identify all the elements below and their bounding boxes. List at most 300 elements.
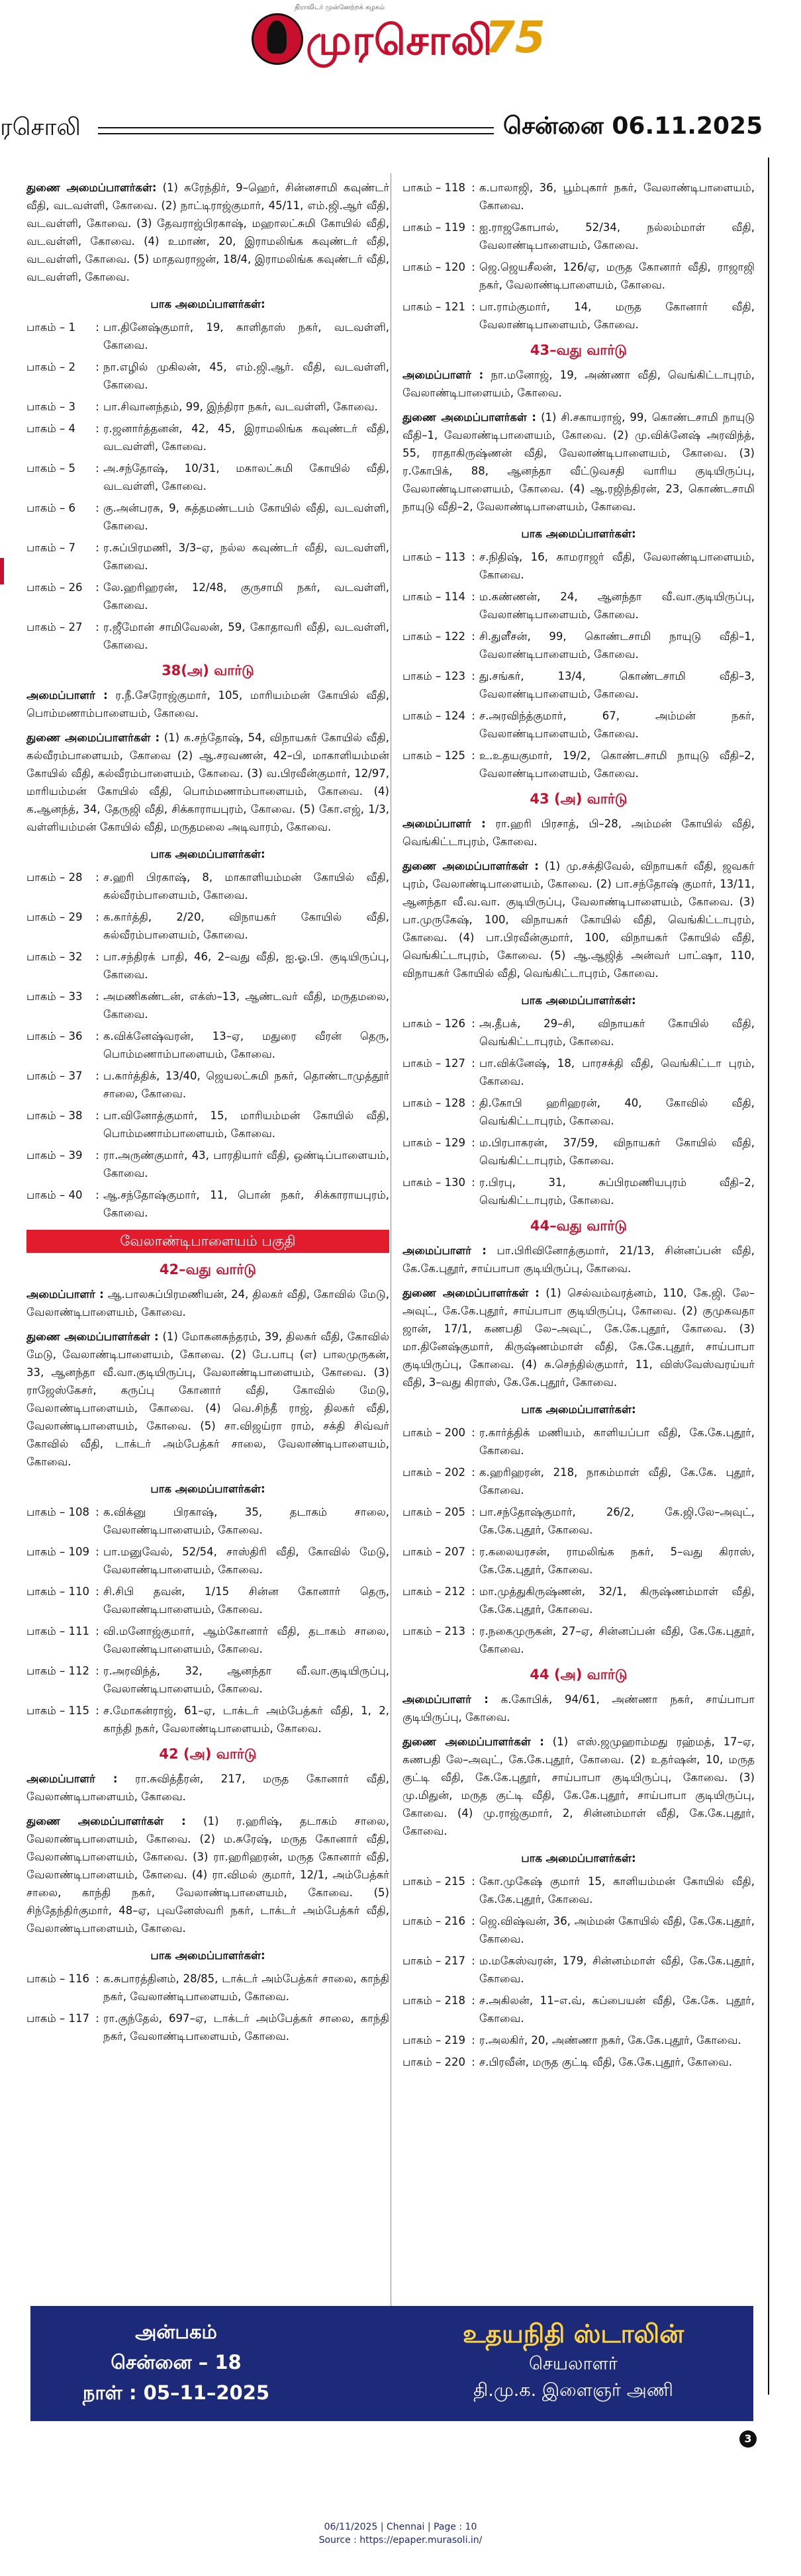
ad-signatory-role: செயலாளர் (528, 2354, 618, 2374)
deputies-text: (1) மு.சக்திவேல், விநாயகர் வீதி, ஜவகர் புரம், வேலாண்டிபாளையம், கோவை. (2) பா.சந்தோஷ் குமார், 13/11, ஆனந்தா வீ.வ.வா. குடியிருப்பு, வேலாண்டிபாளையம், கோவை. (3) பா.முருகேஷ், 100, விநாயகர் கோயில் வீதி, வெங்கிட்டாபுரம், கோவை. (4) பா.பிரவீன்குமார், 100, விநாயகர் கோயில் வீதி, வெங்கிட்டாபுரம், கோவை. (5) ஆ.ஆஜித் அன்வர் பாட்ஷா, 110, விநாயகர் கோயில் வீதி, வெங்கிட்டாபுரம், கோவை. (402, 860, 755, 980)
deputies-label: துணை அமைப்பாளர்கள் : (402, 860, 539, 872)
booth-separator: : (471, 1466, 475, 1479)
booth-row (402, 1463, 755, 1499)
booth-label: பாகம் – 36 (26, 1030, 83, 1042)
booth-separator: : (95, 1972, 99, 1985)
organizer-text: நா.மனோஜ், 19, அண்ணா வீதி, வெங்கிட்டாபுரம், வேலாண்டிபாளையம், கோவை. (402, 369, 755, 399)
organizer-text: பா.பிரிவினோத்குமார், 21/13, சின்னப்பன் வீதி, கே.கே.புதூர், சாய்பாபா குடியிருப்பு, கோவை. (402, 1244, 755, 1275)
booth-separator: : (95, 2012, 99, 2025)
booth-heading: பாக அமைப்பாளர்கள்: (150, 1949, 265, 1962)
booth-separator: : (471, 1057, 475, 1070)
booth-row (402, 1054, 755, 1090)
side-marker (0, 558, 4, 584)
booth-label: பாகம் – 215 (402, 1875, 465, 1888)
booth-label: பாகம் – 113 (402, 551, 465, 563)
booth-separator: : (95, 422, 99, 435)
footer-source (0, 2534, 801, 2547)
ward-heading: 44 (அ) வார்டு (530, 1667, 628, 1682)
booth-value: நா.எழில் முகிலன், 45, எம்.ஜி.ஆர். வீதி, வடவள்ளி, கோவை. (103, 361, 389, 391)
booth-label: பாகம் – 2 (26, 361, 75, 373)
booth-value: பா.தினேஷ்குமார், 19, காளிதாஸ் நகர், வடவள்ளி, கோவை. (103, 321, 389, 351)
booth-label: பாகம் – 128 (402, 1097, 465, 1109)
booth-row (402, 1543, 755, 1579)
booth-row (402, 179, 755, 214)
booth-heading: பாக அமைப்பாளர்கள்: (521, 528, 636, 540)
rising-sun-emblem-icon (252, 13, 303, 65)
ward-organizer (402, 1690, 755, 1726)
booth-label: பாகம் – 116 (26, 1972, 89, 1985)
booth-label: பாகம் – 40 (26, 1189, 83, 1201)
booth-row (402, 627, 755, 663)
booth-row (402, 667, 755, 703)
footer-source-label: Source : (318, 2535, 360, 2546)
booth-value: ப.கார்த்திக், 13/40, ஜெயலட்சுமி நகர், தொண்டாமுத்தூர் சாலை, கோவை. (103, 1070, 389, 1100)
booth-heading: பாக அமைப்பாளர்கள்: (521, 1852, 636, 1864)
booth-list (402, 179, 755, 334)
booth-row (402, 588, 755, 623)
booth-value: அமணிகண்டன், எக்ஸ்–13, ஆண்டவர் வீதி, மருதமலை, கோவை. (103, 990, 389, 1021)
booth-label: பாகம் – 118 (402, 181, 465, 194)
left-column (26, 179, 389, 2049)
booth-label: பாகம் – 38 (26, 1109, 83, 1122)
deputies-text: (1) ர.ஹரிஷ், தடாகம் சாலை, வேலாண்டிபாளையம், கோவை. (2) ம.சுரேஷ், மருத கோனார் வீதி, வேலாண்டிபாளையம், கோவை. (3) ரா.ஹரிஹரன், மருத கோனார் வீதி, வேலாண்டிபாளையம், கோவை. (4) ரா.விமல் குமார், 12/1, அம்பேத்கர் சாலை, காந்தி நகர், வேலாண்டிபாளையம், கோவை. (5) சிந்தேந்திர்குமார், 48–ஏ, புவனேஸ்வரி நகர், டாக்டர் அம்பேத்கர் வீதி, வேலாண்டிபாளையம், கோவை. (26, 1815, 389, 1935)
booth-row (26, 1702, 389, 1737)
booth-list (26, 1970, 389, 2045)
organizer-label: அமைப்பாளர் : (402, 1244, 487, 1257)
booth-value: க.சுபாரத்தினம், 28/85, டாக்டர் அம்பேத்கர் சாலை, காந்தி நகர், வேலாண்டிபாளையம், கோவை. (103, 1972, 389, 2003)
page-footer (0, 2520, 801, 2547)
booth-separator: : (95, 1704, 99, 1717)
booth-row (402, 1622, 755, 1658)
booth-value: மா.முத்துகிருஷ்ணன், 32/1, கிருஷ்ணம்மாள் வீதி, கே.கே.புதூர், கோவை. (479, 1585, 755, 1616)
booth-value: ர.ஜனார்த்தனன், 42, 45, இராமலிங்க கவுண்டர் வீதி, வடவள்ளி, கோவை. (103, 422, 389, 453)
booth-value: ச.பிரவீன், மருத குட்டி வீதி, கே.கே.புதூர், கோவை. (479, 2056, 733, 2068)
booth-separator: : (95, 911, 99, 923)
ward-organizer (402, 366, 755, 402)
booth-row (402, 218, 755, 254)
booth-list (26, 1503, 389, 1737)
booth-value: பா.சந்திரக் பாதி, 46, 2–வது வீதி, ஐ.ஓ.பி. குடியிருப்பு, கோவை. (103, 950, 389, 981)
deputies-text: (1) க.சந்தோஷ், 54, விநாயகர் கோயில் வீதி, கல்வீரம்பாளையம், கோவை (2) ஆ.சரவணன், 42–பி, மாகாளியம்மன் கோயில் வீதி, கல்வீரம்பாளையம், கோவை. (3) வ.பிரவீன்குமார், 12/97, மாரியம்மன் கோயில் வீதி, பொம்மணாம்பாளையம், கோவை. (4) க.ஆனந்த், 34, தேருஜி வீதி, சிக்காராயபுரம், கோவை. (5) கோ.எஜ், 1/3, வள்ளியம்மன் கோயில் வீதி, மருதமலை அடிவாரம், கோவை. (26, 731, 389, 833)
booth-value: சி.துளீசன், 99, கொண்டசாமி நாயுடு வீதி–1, வேலாண்டிபாளையம், கோவை. (479, 630, 755, 661)
booth-row (402, 1134, 755, 1170)
booth-separator: : (95, 1506, 99, 1518)
booth-separator: : (95, 621, 99, 633)
booth-separator: : (95, 1030, 99, 1042)
booth-row (26, 1186, 389, 1222)
booth-label: பாகம் – 117 (26, 2012, 89, 2025)
booth-separator: : (471, 1176, 475, 1189)
booth-value: ஆ.சந்தோஷ்குமார், 11, பொன் நகர், சிக்காராயபுரம், கோவை. (103, 1189, 389, 1219)
booth-value: பா.ராம்குமார், 14, மருத கோனார் வீதி, வேலாண்டிபாளையம், கோவை. (479, 300, 755, 331)
booth-label: பாகம் – 32 (26, 950, 83, 963)
masthead (0, 0, 801, 74)
ad-signatory-name: உதயநிதி ஸ்டாலின் (462, 2319, 684, 2348)
booth-value: ச.மோகன்ராஜ், 61–ஏ, டாக்டர் அம்பேத்கர் வீதி, 1, 2, காந்தி நகர், வேலாண்டிபாளையம், கோவை. (103, 1704, 389, 1735)
booth-row (402, 1424, 755, 1459)
booth-separator: : (95, 1109, 99, 1122)
booth-value: ஐ.ராஜகோபால், 52/34, நல்லம்மாள் வீதி, வேலாண்டிபாளையம், கோவை. (479, 221, 755, 252)
booth-separator: : (95, 581, 99, 594)
deputies-text: (1) சி.சகாயராஜ், 99, கொண்டசாமி நாயுடு வீதி–1, வேலாண்டிபாளையம், கோவை. (2) மு.விக்னேஷ் அரவிந்த், 55, ராதாகிருஷ்ணன் வீதி, வேலாண்டிபாளையம், கோவை. (3) ர.கோபிக், 88, ஆனந்தா வீட்டுவசதி வாரிய குடியிருப்பு, வேலாண்டிபாளையம், கோவை. (4) ஆ.ரஜிந்திரன், 23, கொண்டசாமி நாயுடு வீதி–2, வேலாண்டிபாளையம், கோவை. (402, 411, 755, 513)
page-number-badge: 3 (739, 2430, 757, 2448)
footer-source-link[interactable]: https://epaper.murasoli.in/ (359, 2535, 483, 2546)
intro-paragraph (26, 179, 389, 286)
booth-value: பா.விக்னேஷ், 18, பாரசக்தி வீதி, வெங்கிட்டா புரம், கோவை. (479, 1057, 755, 1087)
booth-value: அ.சந்தோஷ், 10/31, மகாலட்சுமி கோயில் வீதி, வடவள்ளி, கோவை. (103, 462, 389, 492)
booth-label: பாகம் – 7 (26, 541, 75, 554)
ward-organizer (402, 815, 755, 851)
anniversary-badge: 75 (485, 12, 545, 63)
intro-text: (1) சுரேந்திர், 9–ஹெர், சின்னசாமி கவுண்டர் வீதி, வடவள்ளி, கோவை. (2) நாட்டிராஜ்குமார், 45/11, எம்.ஜி.ஆர் வீதி, வடவள்ளி, கோவை. (3) தேவராஜ்பிரகாஷ், மஹாலட்சுமி கோயில் வீதி, வடவள்ளி, கோவை. (4) உமாண், 20, இராமலிங்க கவுண்டர் வீதி, வடவள்ளி, கோவை. (5) மாதவராஜன், 18/4, இராமலிங்க கவுண்டர் வீதி, வடவள்ளி, கோவை. (26, 181, 389, 283)
booth-separator: : (471, 1955, 475, 1967)
booth-label: பாகம் – 111 (26, 1625, 89, 1637)
booth-label: பாகம் – 28 (26, 871, 83, 884)
organizer-label: அமைப்பாளர் : (402, 369, 484, 381)
booth-separator: : (471, 261, 475, 273)
booth-label: பாகம் – 121 (402, 300, 465, 313)
booth-separator: : (471, 2056, 475, 2068)
ward-heading: 43–வது வார்டு (530, 342, 628, 358)
ward-deputies (402, 1733, 755, 1840)
booth-row (26, 398, 389, 416)
booth-row (402, 1015, 755, 1050)
booth-label: பாகம் – 202 (402, 1466, 465, 1479)
booth-value: சி.சிபி தவன், 1/15 சின்ன கோனார் தெரு, வேலாண்டிபாளையம், கோவை. (103, 1585, 389, 1616)
booth-row (26, 868, 389, 904)
booth-separator: : (471, 670, 475, 682)
booth-row (26, 1583, 389, 1618)
booth-row (26, 499, 389, 535)
booth-separator: : (95, 361, 99, 373)
booth-row (402, 298, 755, 334)
booth-row (26, 2009, 389, 2045)
booth-label: பாகம் – 126 (402, 1017, 465, 1030)
organizer-text: ரா.ஹரி பிரசாத், பி–28, அம்மன் கோயில் வீதி, வெங்கிட்டாபுரம், கோவை. (402, 817, 755, 848)
booth-label: பாகம் – 200 (402, 1426, 465, 1439)
deputies-label: துணை அமைப்பாளர்கள் : (402, 1735, 544, 1748)
ad-date: நாள் : 05–11–2025 (82, 2381, 270, 2404)
booth-value: ர.அலகிர், 20, அண்ணா நகர், கே.கே.புதூர், கோவை. (479, 2034, 741, 2047)
signature-ad-box (30, 2306, 753, 2421)
booth-value: ச.அரவிந்த்குமார், 67, அம்மன் நகர், வேலாண்டிபாளையம், கோவை. (479, 710, 755, 740)
booth-separator: : (471, 1506, 475, 1518)
ward-heading: 43 (அ) வார்டு (530, 791, 628, 807)
booth-separator: : (471, 551, 475, 563)
header-title-left: ரசொலி (0, 114, 81, 141)
organizer-label: அமைப்பாளர் : (26, 1772, 118, 1785)
ad-signatory-block (401, 2317, 745, 2404)
booth-label: பாகம் – 216 (402, 1915, 465, 1927)
booth-row (26, 1543, 389, 1579)
booth-separator: : (471, 221, 475, 234)
booth-separator: : (471, 630, 475, 643)
booth-value: ர.அரவிந்த், 32, ஆனந்தா வீ.வா.குடியிருப்பு, வேலாண்டிபாளையம், கோவை. (103, 1665, 389, 1695)
booth-row (26, 539, 389, 575)
booth-separator: : (95, 950, 99, 963)
booth-row (26, 578, 389, 614)
booth-row (26, 1067, 389, 1103)
organizer-label: அமைப்பாளர் : (26, 1288, 104, 1301)
booth-label: பாகம் – 33 (26, 990, 83, 1003)
booth-row (402, 1094, 755, 1130)
deputies-label: துணை அமைப்பாளர்கள் : (26, 1330, 159, 1343)
booth-list (402, 548, 755, 782)
booth-separator: : (95, 1625, 99, 1637)
booth-row (26, 948, 389, 984)
booth-separator: : (95, 1545, 99, 1558)
ward-deputies (402, 1284, 755, 1391)
booth-separator: : (471, 749, 475, 762)
booth-value: ர.கார்த்திக் மணியம், காளியப்பா வீதி, கே.கே.புதூர், கோவை. (479, 1426, 755, 1457)
booth-label: பாகம் – 122 (402, 630, 465, 643)
booth-value: ர.பிரபு, 31, சுப்பிரமணியபுரம் வீதி–2, வெங்கிட்டாபுரம், கோவை. (479, 1176, 755, 1207)
booth-value: அ.தீபக், 29–சி, விநாயகர் கோயில் வீதி, வெங்கிட்டாபுரம், கோவை. (479, 1017, 755, 1048)
right-column (402, 179, 755, 2075)
booth-value: க.விக்னு பிரகாஷ், 35, தடாகம் சாலை, வேலாண்டிபாளையம், கோவை. (103, 1506, 389, 1536)
booth-label: பாகம் – 3 (26, 400, 75, 413)
booth-label: பாகம் – 217 (402, 1955, 465, 1967)
ward-deputies (402, 857, 755, 982)
booth-label: பாகம் – 125 (402, 749, 465, 762)
booth-separator: : (471, 1545, 475, 1558)
booth-row (402, 1583, 755, 1618)
booth-label: பாகம் – 37 (26, 1070, 83, 1082)
booth-row (402, 2053, 755, 2071)
booth-list (402, 1015, 755, 1209)
booth-value: தி.கோபி ஹரிஹரன், 40, கோவில் வீதி, வெங்கிட்டாபுரம், கோவை. (479, 1097, 755, 1127)
deputies-text: (1) மோகனசுந்தரம், 39, திலகர் வீதி, கோவில் மேடு, வேலாண்டிபாளையம், கோவை. (2) பே.பாபு (எ) பாலமுருகன், 33, ஆனந்தா வீ.வா.குடியிருப்பு, வேலாண்டிபாளையம், கோவை. (3) ராஜேஸ்கேசர், கருப்பு கோனார் வீதி, கோவில் மேடு, வேலாண்டிபாளையம், கோவை. (4) வெ.சிந்தீ ராஜ், திலகர் வீதி, வேலாண்டிபாளையம், கோவை. (5) சா.விஜய்ரா ராம், சக்தி சிவ்வர் கோவில் வீதி, டாக்டர் அம்பேத்கர் சாலை, வேலாண்டிபாளையம், கோவை. (26, 1330, 389, 1468)
ward-deputies (26, 1812, 389, 1937)
booth-row (402, 258, 755, 294)
logo-text: முரசொலி (306, 16, 493, 64)
booth-separator: : (95, 502, 99, 514)
booth-value: வி.மனோஜ்குமார், ஆம்கோனார் வீதி, தடாகம் சாலை, வேலாண்டிபாளையம், கோவை. (103, 1625, 389, 1655)
booth-list (26, 868, 389, 1222)
organizer-label: அமைப்பாளர் : (402, 1693, 489, 1706)
booth-value: ரா.குந்தேல், 697–ஏ, டாக்டர் அம்பேத்கர் சாலை, காந்தி நகர், வேலாண்டிபாளையம், கோவை. (103, 2012, 389, 2043)
booth-separator: : (95, 1149, 99, 1162)
booth-label: பாகம் – 124 (402, 710, 465, 722)
booth-separator: : (95, 990, 99, 1003)
deputies-text: (1) செல்வம்வரத்னம், 110, கே.ஜி. லே–அவுட், கே.கே.புதூர், சாய்பாபா குடியிருப்பு, கோவை. (2) குமுகவதா ஜான், 17/1, கணபதி லே–அவுட், கே.கே.புதூர், கோவை. (3) மா.தினேஷ்குமார், கிருஷ்ணம்மாள் வீதி, கே.கே.புதூர், சாய்பாபா குடியிருப்பு, கோவை. (4) சு.செந்தில்குமார், 11, விஸ்வேஸ்வரய்யர் வீதி, 3–வது கிராஸ், கே.கே.புதூர், கோவை. (402, 1287, 755, 1389)
organizer-text: க.கோபிக், 94/61, அண்ணா நகர், சாய்பாபா குடியிருப்பு, கோவை. (402, 1693, 755, 1724)
booth-separator: : (95, 400, 99, 413)
booth-separator: : (471, 300, 475, 313)
booth-separator: : (471, 1426, 475, 1439)
booth-label: பாகம் – 219 (402, 2034, 465, 2047)
booth-label: பாகம் – 114 (402, 590, 465, 603)
deputies-label: துணை அமைப்பாளர்கள் : (26, 731, 160, 744)
booth-value: உ.உதயகுமார், 19/2, கொண்டசாமி நாயுடு வீதி–2, வேலாண்டிபாளையம், கோவை. (479, 749, 755, 780)
ad-place: அன்பகம் (135, 2321, 217, 2343)
booth-separator: : (471, 181, 475, 194)
booth-row (26, 1970, 389, 2005)
booth-value: கோ.முகேஷ் குமார் 15, காளியம்மன் கோயில் வீதி, கே.கே.புதூர், கோவை. (479, 1875, 755, 1906)
booth-separator: : (95, 541, 99, 554)
booth-row (26, 1622, 389, 1658)
booth-label: பாகம் – 119 (402, 221, 465, 234)
booth-heading: பாக அமைப்பாளர்கள்: (150, 298, 265, 310)
booth-value: ம.பிரபாகரன், 37/59, விநாயகர் கோயில் வீதி, வெங்கிட்டாபுரம், கோவை. (479, 1136, 755, 1167)
booth-value: ஜெ.விஷ்வன், 36, அம்மன் கோயில் வீதி, கே.கே.புதூர், கோவை. (479, 1915, 755, 1945)
booth-separator: : (471, 1097, 475, 1109)
booth-value: க.பாலாஜி, 36, பூம்புகார் நகர், வேலாண்டிபாளையம், கோவை. (479, 181, 755, 212)
deputies-text: (1) எஸ்.ஜமுஹாம்மது ரஹ்மத், 17–ஏ, கணபதி லே–அவுட், கே.கே.புதூர், கோவை. (2) உதர்ஷன், 10, மருத குட்டி வீதி, கே.கே.புதூர், சாய்பாபா குடியிருப்பு, கோவை. (3) மு.மிதுன், மருத குட்டி வீதி, கே.கே.புதூர், சாய்பாபா குடியிருப்பு, கோவை. (4) மு.ராஜ்குமார், 2, சின்னம்மாள் வீதி, கே.கே.புதூர், கோவை. (402, 1735, 755, 1837)
ad-address-block (70, 2317, 282, 2408)
ward-organizer (26, 686, 389, 722)
booth-row (26, 318, 389, 354)
booth-row (402, 1912, 755, 1948)
booth-value: ரா.அருண்குமார், 43, பாரதியார் வீதி, ஒண்டிப்பாளையம், கோவை. (103, 1149, 389, 1179)
booth-value: ஜெ.ஜெயசீலன், 126/ஏ, மருத கோனார் வீதி, ராஜாஜி நகர், வேலாண்டிபாளையம், கோவை. (479, 261, 755, 291)
booth-separator: : (95, 1665, 99, 1677)
booth-label: பாகம் – 130 (402, 1176, 465, 1189)
booth-heading: பாக அமைப்பாளர்கள்: (521, 1403, 636, 1416)
deputies-label: துணை அமைப்பாளர்கள் : (402, 1287, 540, 1299)
booth-value: ம.மகேஸ்வரன், 179, சின்னம்மாள் வீதி, கே.கே.புதூர், கோவை. (479, 1955, 755, 1985)
booth-label: பாகம் – 29 (26, 911, 83, 923)
organizer-text: ர.நீ.சேரோஜ்குமார், 105, மாரியம்மன் கோயில் வீதி, பொம்மணாம்பாளையம், கோவை. (26, 689, 389, 719)
booth-label: பாகம் – 127 (402, 1057, 465, 1070)
booth-row (402, 747, 755, 782)
booth-row (402, 1872, 755, 1908)
booth-label: பாகம் – 1 (26, 321, 75, 334)
booth-row (402, 707, 755, 743)
booth-label: பாகம் – 213 (402, 1625, 465, 1637)
booth-row (26, 1107, 389, 1142)
booth-separator: : (471, 1585, 475, 1598)
booth-value: ர.சுப்பிரமணி, 3/3–ஏ, நல்ல கவுண்டர் வீதி, வடவள்ளி, கோவை. (103, 541, 389, 572)
booth-row (26, 1662, 389, 1698)
booth-value: பா.வினோத்குமார், 15, மாரியம்மன் கோயில் வீதி, பொம்மணாம்பாளையம், கோவை. (103, 1109, 389, 1140)
booth-separator: : (471, 1915, 475, 1927)
ward-heading: 44–வது வார்டு (530, 1218, 628, 1234)
booth-list (402, 1872, 755, 2071)
booth-label: பாகம் – 205 (402, 1506, 465, 1518)
booth-label: பாகம் – 27 (26, 621, 83, 633)
booth-separator: : (471, 1017, 475, 1030)
booth-heading: பாக அமைப்பாளர்கள்: (521, 994, 636, 1007)
booth-row (26, 1503, 389, 1539)
masthead-tagline: திராவிடர் முன்னேற்றக் கழகம் (295, 4, 385, 11)
ward-organizer (26, 1285, 389, 1321)
booth-value: பா.சந்தோஷ்குமார், 26/2, கே.ஜி.லே–அவுட், கே.கே.புதூர், கோவை. (479, 1506, 755, 1536)
booth-value: ச.அகிலன், 11–எ.வ், கப்பையன் வீதி, கே.கே. புதூர், கோவை. (479, 1994, 755, 2025)
organizer-label: அமைப்பாளர் : (402, 817, 486, 830)
booth-row (26, 1027, 389, 1063)
booth-value: க.ஹரிஹரன், 218, நாகம்மாள் வீதி, கே.கே. புதூர், கோவை. (479, 1466, 755, 1496)
booth-separator: : (471, 590, 475, 603)
booth-value: ர.ஜீமோன் சாமிவேலன், 59, கோதாவரி வீதி, வடவள்ளி, கோவை. (103, 621, 389, 651)
booth-value: க.விக்னேஷ்வரன், 13–ஏ, மதுரை வீரன் தெரு, பொம்மணாம்பாளையம், கோவை. (103, 1030, 389, 1060)
ward-organizer (402, 1242, 755, 1277)
booth-value: ச.நிதிஷ், 16, காமராஜர் வீதி, வேலாண்டிபாளையம், கோவை. (479, 551, 755, 581)
booth-value: கு.அன்பரசு, 9, சுத்தமண்டபம் கோயில் வீதி, வடவள்ளி, கோவை. (103, 502, 389, 532)
booth-label: பாகம் – 129 (402, 1136, 465, 1149)
booth-separator: : (471, 710, 475, 722)
header-date: சென்னை 06.11.2025 (503, 113, 763, 140)
ad-city: சென்னை – 18 (111, 2351, 242, 2373)
booth-row (26, 908, 389, 944)
organizer-text: ஆ.பாலசுப்பிரமணியன், 24, திலகர் வீதி, கோவில் மேடு, வேலாண்டிபாளையம், கோவை. (26, 1288, 390, 1318)
booth-value: ர.கலையரசன், ராமலிங்க நகர், 5–வது கிராஸ், கே.கே.புதூர், கோவை. (479, 1545, 755, 1576)
booth-label: பாகம் – 108 (26, 1506, 89, 1518)
booth-label: பாகம் – 4 (26, 422, 75, 435)
deputies-label: துணை அமைப்பாளர்கள் : (26, 1815, 186, 1827)
organizer-text: ரா.சுவித்தீரன், 217, மருத கோனார் வீதி, வேலாண்டிபாளையம், கோவை. (26, 1772, 389, 1803)
booth-row (402, 1992, 755, 2027)
footer-edition-info: 06/11/2025 | Chennai | Page : 10 (324, 2522, 477, 2532)
ward-deputies (402, 408, 755, 516)
booth-label: பாகம் – 115 (26, 1704, 89, 1717)
booth-label: பாகம் – 109 (26, 1545, 89, 1558)
organizer-label: அமைப்பாளர் : (26, 689, 108, 702)
booth-value: து.சங்கர், 13/4, கொண்டசாமி வீதி–3, வேலாண்டிபாளையம், கோவை. (479, 670, 755, 700)
booth-label: பாகம் – 110 (26, 1585, 89, 1598)
booth-separator: : (471, 1136, 475, 1149)
booth-label: பாகம் – 5 (26, 462, 75, 475)
booth-heading: பாக அமைப்பாளர்கள்: (150, 1483, 265, 1495)
booth-separator: : (471, 2034, 475, 2047)
ward-organizer (26, 1770, 389, 1806)
booth-separator: : (95, 462, 99, 475)
booth-separator: : (95, 1070, 99, 1082)
booth-row (402, 1503, 755, 1539)
booth-row (26, 988, 389, 1023)
region-banner: வேலாண்டிபாளையம் பகுதி (26, 1230, 389, 1253)
booth-row (26, 1146, 389, 1182)
booth-heading: பாக அமைப்பாளர்கள்: (150, 848, 265, 860)
booth-value: லே.ஹரிஹரன், 12/48, குருசாமி நகர், வடவள்ளி, கோவை. (103, 581, 389, 612)
intro-label: துணை அமைப்பாளர்கள்: (26, 181, 157, 194)
booth-separator: : (471, 1875, 475, 1888)
booth-label: பாகம் – 218 (402, 1994, 465, 2007)
newspaper-logo[interactable] (252, 12, 556, 65)
ward-heading: 38(அ) வார்டு (162, 663, 254, 678)
ward-heading: 42 (அ) வார்டு (159, 1746, 257, 1762)
booth-value: பா.சிவானந்தம், 99, இந்திரா நகர், வடவள்ளி, கோவை. (103, 400, 378, 413)
ward-heading: 42–வது வார்டு (159, 1262, 257, 1277)
booth-list (402, 1424, 755, 1658)
booth-label: பாகம் – 39 (26, 1149, 83, 1162)
booth-separator: : (95, 321, 99, 334)
booth-label: பாகம் – 120 (402, 261, 465, 273)
booth-row (26, 618, 389, 654)
booth-value: ர.நகைமுருகன், 27–ஏ, சின்னப்பன் வீதி, கே.கே.புதூர், கோவை. (479, 1625, 755, 1655)
booth-label: பாகம் – 123 (402, 670, 465, 682)
booth-row (26, 420, 389, 455)
booth-label: பாகம் – 112 (26, 1665, 89, 1677)
booth-separator: : (471, 1994, 475, 2007)
booth-row (26, 459, 389, 495)
booth-separator: : (95, 1189, 99, 1201)
booth-label: பாகம் – 26 (26, 581, 83, 594)
deputies-label: துணை அமைப்பாளர்கள் : (402, 411, 537, 424)
page-header (0, 111, 801, 146)
booth-row (26, 358, 389, 394)
booth-label: பாகம் – 207 (402, 1545, 465, 1558)
booth-row (402, 1952, 755, 1988)
header-divider (98, 127, 494, 134)
booth-value: ச.ஹரி பிரகாஷ், 8, மாகாளியம்மன் கோயில் வீதி, கல்வீரம்பாளையம், கோவை. (103, 871, 389, 901)
booth-separator: : (95, 1585, 99, 1598)
booth-label: பாகம் – 220 (402, 2056, 465, 2068)
booth-label: பாகம் – 212 (402, 1585, 465, 1598)
booth-value: க.கார்த்தி, 2/20, விநாயகர் கோயில் வீதி, கல்வீரம்பாளையம், கோவை. (103, 911, 389, 941)
booth-row (402, 548, 755, 584)
booth-value: பா.மனுவேல், 52/54, சாஸ்திரி வீதி, கோவில் மேடு, வேலாண்டிபாளையம், கோவை. (103, 1545, 389, 1576)
